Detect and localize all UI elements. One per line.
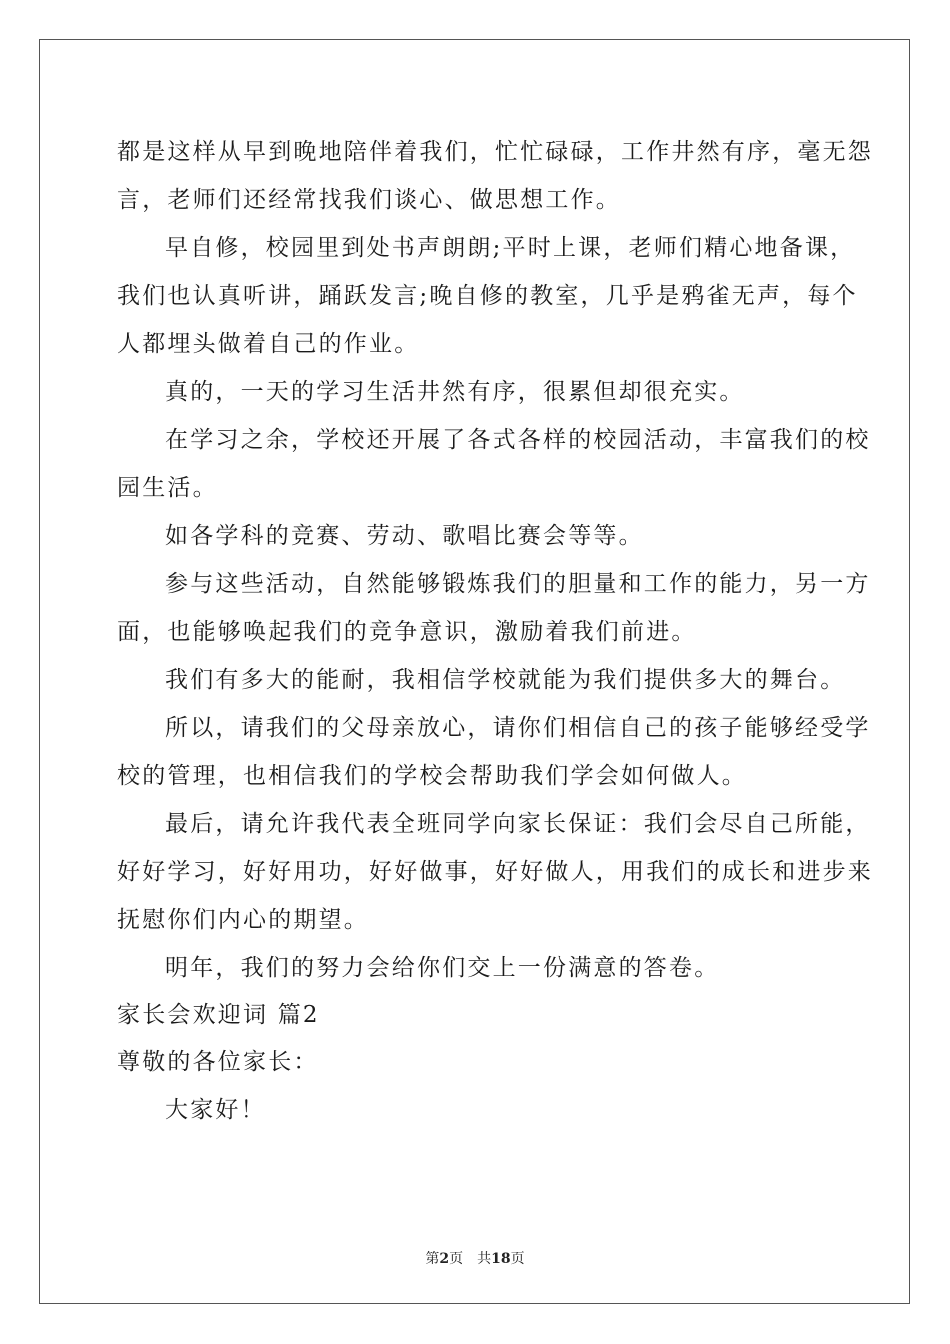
greeting: 大家好！ (165, 1097, 266, 1123)
text-line-17: 抚慰你们内心的期望。 (117, 907, 369, 933)
text-line-5: 人都埋头做着自己的作业。 (117, 331, 420, 357)
text-line-4: 我们也认真听讲，踊跃发言;晚自修的教室，几乎是鸦雀无声，每个 (117, 283, 858, 309)
text-line-15: 最后，请允许我代表全班同学向家长保证：我们会尽自己所能， (165, 811, 871, 837)
text-line-3: 早自修，校园里到处书声朗朗;平时上课，老师们精心地备课， (165, 235, 856, 261)
total-pages: 18 (491, 1251, 511, 1267)
page-suffix: 页 (449, 1251, 464, 1267)
total-prefix: 共 (477, 1251, 492, 1267)
section-title: 家长会欢迎词 篇2 (117, 1002, 320, 1028)
document-body (117, 128, 873, 1134)
text-line-14: 校的管理，也相信我们的学校会帮助我们学会如何做人。 (117, 763, 747, 789)
text-line-10: 参与这些活动，自然能够锻炼我们的胆量和工作的能力，另一方 (165, 571, 871, 597)
page-number: 2 (439, 1251, 450, 1267)
text-line-13: 所以，请我们的父母亲放心，请你们相信自己的孩子能够经受学 (165, 715, 871, 741)
text-line-8: 园生活。 (117, 475, 218, 501)
text-line-11: 面，也能够唤起我们的竞争意识，激励着我们前进。 (117, 619, 697, 645)
text-line-2: 言，老师们还经常找我们谈心、做思想工作。 (117, 187, 621, 213)
salutation: 尊敬的各位家长： (117, 1049, 319, 1075)
text-line-6: 真的，一天的学习生活井然有序，很累但却很充实。 (165, 379, 745, 405)
text-line-18: 明年，我们的努力会给你们交上一份满意的答卷。 (165, 955, 720, 981)
text-line-9: 如各学科的竞赛、劳动、歌唱比赛会等等。 (165, 523, 644, 549)
total-suffix: 页 (510, 1251, 525, 1267)
text-line-16: 好好学习，好好用功，好好做事，好好做人，用我们的成长和进步来 (117, 859, 873, 885)
page-footer (0, 1248, 950, 1268)
text-line-12: 我们有多大的能耐，我相信学校就能为我们提供多大的舞台。 (165, 667, 846, 693)
text-line-1: 都是这样从早到晚地陪伴着我们，忙忙碌碌，工作井然有序，毫无怨 (117, 139, 873, 165)
text-line-7: 在学习之余，学校还开展了各式各样的校园活动，丰富我们的校 (165, 427, 871, 453)
page-prefix: 第 (425, 1251, 440, 1267)
